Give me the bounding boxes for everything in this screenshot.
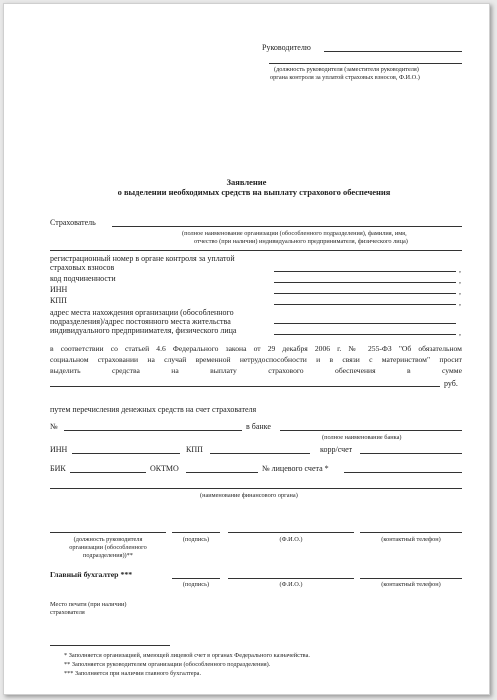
- stamp-label-2: страхователя: [50, 609, 85, 616]
- kpp-label: КПП: [50, 296, 67, 305]
- amount-line: [50, 386, 440, 387]
- footnote-separator: [50, 645, 170, 646]
- head-caption-2: организации (обособленного: [69, 544, 147, 551]
- footnote-2: ** Заполняется руководителем организации (обособленного подразделения).: [64, 661, 271, 668]
- head-phone-line: [360, 532, 462, 533]
- corr-label: корр/счет: [320, 445, 353, 454]
- body-line-1: в соответствии со статьей 4.6 Федерального закона от 29 декабря 2006 г. № 255-ФЗ "Об обязательном: [50, 344, 462, 353]
- insurer-label: Страхователь: [50, 218, 96, 227]
- chief-signature-caption: (подпись): [182, 581, 210, 588]
- address-line-2: [274, 334, 456, 335]
- reg-number-label-2: страховых взносов: [50, 263, 115, 272]
- address-label-1: адрес места нахождения организации (обособленного: [50, 308, 234, 317]
- body-line-3: [50, 366, 462, 375]
- bik-line: [70, 472, 146, 473]
- footnote-3: *** Заполняется при наличии главного бухгалтера.: [64, 670, 202, 677]
- oktmo-line: [186, 472, 258, 473]
- comma: ,: [459, 287, 461, 296]
- reg-number-label-1: регистрационный номер в органе контроля за уплатой: [50, 254, 235, 263]
- account-number-label: №: [50, 422, 58, 431]
- address-label-3: индивидуального предпринимателя, физического лица: [50, 326, 237, 335]
- comma: ,: [459, 276, 461, 285]
- head-fio-caption: (Ф.И.О.): [279, 536, 303, 543]
- to-line: [324, 51, 462, 52]
- kpp-line: [274, 304, 456, 305]
- to-label: Руководителю: [262, 43, 311, 52]
- fin-body-caption: (наименование финансового органа): [200, 492, 298, 499]
- chief-phone-line: [360, 578, 462, 579]
- word: выделить: [50, 366, 81, 375]
- inn-line: [274, 293, 456, 294]
- word: обеспечения: [335, 366, 376, 375]
- insurer-line: [112, 226, 462, 227]
- word: страхового: [268, 366, 304, 375]
- word: сумме: [442, 366, 462, 375]
- address-label-2: подразделения)/адрес постоянного места жительства: [50, 317, 231, 326]
- head-signature-line: [172, 532, 220, 533]
- reg-number-line: [274, 271, 456, 272]
- oktmo-label: ОКТМО: [150, 464, 179, 473]
- to-caption-1: (должность руководителя (заместителя руководителя): [274, 66, 419, 73]
- comma: ,: [459, 265, 461, 274]
- document-page: [3, 3, 490, 695]
- head-fio-line: [228, 532, 354, 533]
- chief-fio-line: [228, 578, 354, 579]
- rub-label: руб.: [444, 379, 458, 388]
- bank-caption: (полное наименование банка): [322, 434, 402, 441]
- word: выплату: [210, 366, 237, 375]
- to-line-2: [269, 63, 462, 64]
- bik-label: БИК: [50, 464, 66, 473]
- chief-fio-caption: (Ф.И.О.): [279, 581, 303, 588]
- chief-accountant-label: Главный бухгалтер ***: [50, 570, 133, 579]
- bank-kpp-label: КПП: [186, 445, 203, 454]
- subordination-line: [274, 282, 456, 283]
- corr-line: [360, 453, 462, 454]
- comma: ,: [459, 298, 461, 307]
- to-caption-2: органа контроля за уплатой страховых взносов, Ф.И.О.): [270, 74, 420, 81]
- in-bank-label: в банке: [246, 422, 271, 431]
- fin-body-line: [50, 488, 462, 489]
- personal-account-line: [344, 472, 462, 473]
- head-position-line: [50, 532, 166, 533]
- chief-signature-line: [172, 578, 220, 579]
- inn-label: ИНН: [50, 285, 68, 294]
- title-line-2: о выделении необходимых средств на выплату страхового обеспечения: [117, 187, 391, 197]
- personal-account-label: № лицевого счета *: [262, 464, 329, 473]
- head-caption-1: (должность руководителя: [73, 536, 143, 543]
- transfer-label: путем перечисления денежных средств на счет страхователя: [50, 405, 257, 414]
- head-caption-3: подразделения))**: [83, 552, 133, 559]
- bank-name-line: [280, 430, 462, 431]
- account-number-line: [64, 430, 242, 431]
- head-phone-caption: (контактный телефон): [381, 536, 441, 543]
- insurer-line-2: [50, 250, 462, 251]
- title-line-1: Заявление: [226, 177, 267, 187]
- insurer-caption-1: (полное наименование организации (обособленного подразделения), фамилия, имя,: [182, 230, 407, 237]
- word: на: [171, 366, 179, 375]
- word: в: [406, 366, 411, 375]
- footnote-1: * Заполняется организацией, имеющей лицевой счет в органах Федерального казначейства.: [64, 652, 310, 659]
- chief-phone-caption: (контактный телефон): [381, 581, 441, 588]
- body-line-2: социальном страховании на случай временной нетрудоспособности и в связи с материнством" просит: [50, 355, 462, 364]
- bank-inn-line: [72, 453, 180, 454]
- bank-inn-label: ИНН: [50, 445, 68, 454]
- bank-kpp-line: [210, 453, 310, 454]
- head-signature-caption: (подпись): [182, 536, 210, 543]
- stamp-label-1: Место печати (при наличии): [50, 601, 127, 608]
- insurer-caption-2: отчество (при наличии) индивидуального предпринимателя, физического лица): [194, 238, 408, 245]
- subordination-label: код подчиненности: [50, 274, 116, 283]
- comma: ,: [459, 328, 461, 337]
- word: средства: [111, 366, 140, 375]
- address-line-1: [274, 323, 456, 324]
